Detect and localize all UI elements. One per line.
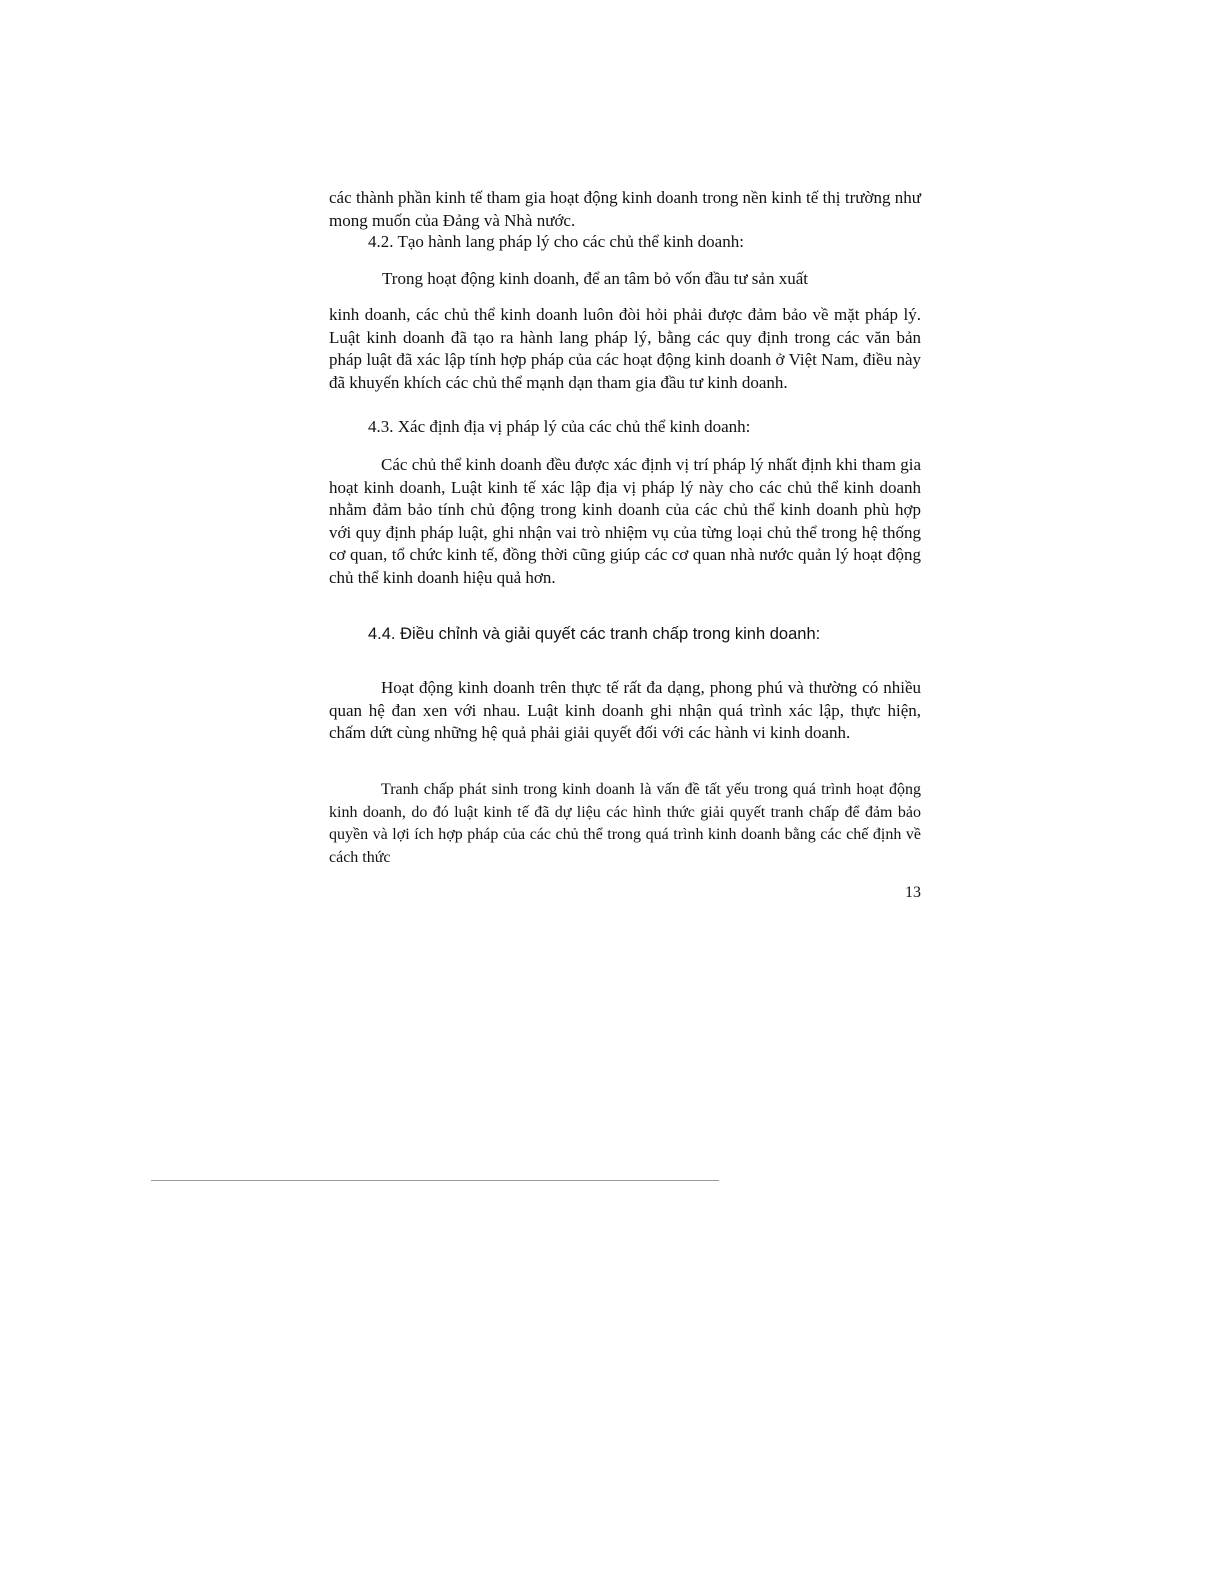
section-4-4-heading: 4.4. Điều chỉnh và giải quyết các tranh chấp trong kinh doanh: [368, 625, 821, 643]
section-4-4-body: Hoạt động kinh doanh trên thực tế rất đa dạng, phong phú và thường có nhiều quan hệ đan xen với nhau. Luật kinh doanh ghi nhận quá trình xác lập, thực hiện, chấm dứt cùng những hệ quả phải giải quyết đối với các hành vi kinh doanh. [329, 678, 921, 742]
section-4-2-body: kinh doanh, các chủ thể kinh doanh luôn đòi hỏi phải được đảm bảo về mặt pháp lý. Luật kinh doanh đã tạo ra hành lang pháp lý, bằng các quy định trong các văn bản pháp luật đã xác lập tính hợp pháp của các hoạt động kinh doanh ở Việt Nam, điều này đã khuyến khích các chủ thể mạnh dạn tham gia đầu tư kinh doanh. [329, 305, 921, 392]
section-4-3-body: Các chủ thể kinh doanh đều được xác định vị trí pháp lý nhất định khi tham gia hoạt kinh doanh, Luật kinh tế xác lập địa vị pháp lý này cho các chủ thể kinh doanh nhằm đảm bảo tính chủ động trong kinh doanh của các chủ thể kinh doanh phù hợp với quy định pháp luật, ghi nhận vai trò nhiệm vụ của từng loại chủ thể trong hệ thống cơ quan, tổ chức kinh tế, đồng thời cũng giúp các cơ quan nhà nước quản lý hoạt động chủ thể kinh doanh hiệu quả hơn. [329, 455, 921, 587]
section-4-2-lead-line: Trong hoạt động kinh doanh, để an tâm bỏ vốn đầu tư sản xuất [382, 269, 808, 288]
paragraph-intro-continuation: các thành phần kinh tế tham gia hoạt động kinh doanh trong nền kinh tế thị trường như mong muốn của Đảng và Nhà nước. [329, 188, 921, 230]
footer-divider [151, 1180, 719, 1181]
section-4-3-heading: 4.3. Xác định địa vị pháp lý của các chủ thể kinh doanh: [368, 417, 751, 436]
page-number: 13 [905, 884, 921, 901]
section-4-4-dispute-paragraph: Tranh chấp phát sinh trong kinh doanh là vấn đề tất yếu trong quá trình hoạt động kinh doanh, do đó luật kinh tế đã dự liệu các hình thức giải quyết tranh chấp để đảm bảo quyền và lợi ích hợp pháp của các chủ thể trong quá trình kinh doanh bằng các chế định về cách thức [329, 781, 921, 866]
section-4-2-heading: 4.2. Tạo hành lang pháp lý cho các chủ thể kinh doanh: [368, 232, 744, 251]
